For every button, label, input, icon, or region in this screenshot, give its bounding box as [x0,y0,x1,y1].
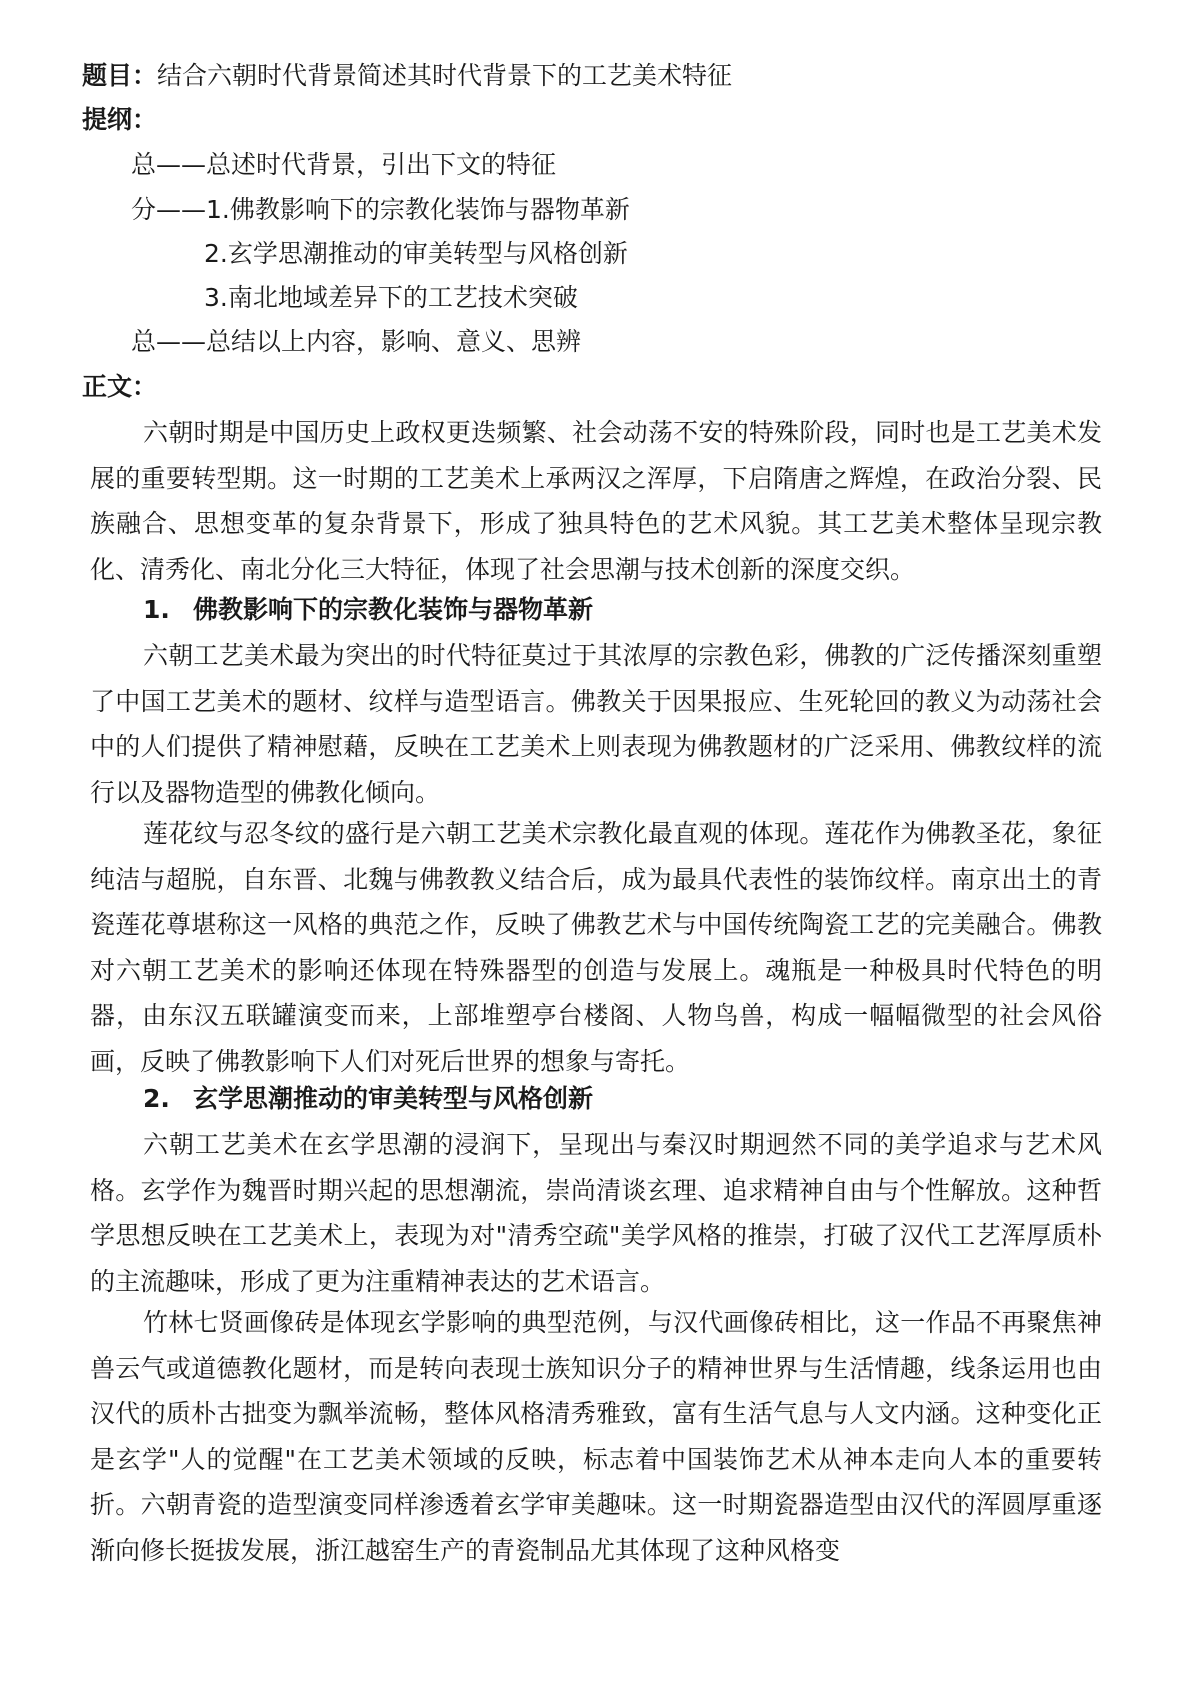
title-text: 结合六朝时代背景简述其时代背景下的工艺美术特征 [157,61,733,90]
section-title: 玄学思潮推动的审美转型与风格创新 [193,1084,594,1113]
intro-paragraph: 六朝时期是中国历史上政权更迭频繁、社会动荡不安的特殊阶段，同时也是工艺美术发展的重要转型期。这一时期的工艺美术上承两汉之浑厚，下启隋唐之辉煌，在政治分裂、民族融合、思想变革的复杂背景下，形成了独具特色的艺术风貌。其工艺美术整体呈现宗教化、清秀化、南北分化三大特征，体现了社会思潮与技术创新的深度交织。 [90,418,1102,584]
outline-label: 提纲： [82,105,158,134]
section2-paragraph-2: 竹林七贤画像砖是体现玄学影响的典型范例，与汉代画像砖相比，这一作品不再聚焦神兽云气或道德教化题材，而是转向表现士族知识分子的精神世界与生活情趣，线条运用也由汉代的质朴古拙变为飘举流畅，整体风格清秀雅致，富有生活气息与人文内涵。这种变化正是玄学"人的觉醒"在工艺美术领域的反映，标志着中国装饰艺术从神本走向人本的重要转折。六朝青瓷的造型演变同样渗透着玄学审美趣味。这一时期瓷器造型由汉代的浑圆厚重逐渐向修长挺拔发展，浙江越窑生产的青瓷制品尤其体现了这种风格变 [90,1308,1102,1565]
body-label: 正文： [82,372,158,401]
section1-paragraph-1: 六朝工艺美术最为突出的时代特征莫过于其浓厚的宗教色彩，佛教的广泛传播深刻重塑了中国工艺美术的题材、纹样与造型语言。佛教关于因果报应、生死轮回的教义为动荡社会中的人们提供了精神慰藉，反映在工艺美术上则表现为佛教题材的广泛采用、佛教纹样的流行以及器物造型的佛教化倾向。 [90,641,1102,807]
section-heading [143,1077,593,1121]
section-title: 佛教影响下的宗教化装饰与器物革新 [193,595,594,624]
title-line [82,54,732,98]
outline-item: 总——总述时代背景，引出下文的特征 [131,150,557,179]
outline-item: 2.玄学思潮推动的审美转型与风格创新 [204,239,628,268]
outline-item: 总——总结以上内容，影响、意义、思辨 [131,327,582,356]
section2-paragraph-1: 六朝工艺美术在玄学思潮的浸润下，呈现出与秦汉时期迥然不同的美学追求与艺术风格。玄学作为魏晋时期兴起的思想潮流，崇尚清谈玄理、追求精神自由与个性解放。这种哲学思想反映在工艺美术上，表现为对"清秀空疏"美学风格的推崇，打破了汉代工艺浑厚质朴的主流趣味，形成了更为注重精神表达的艺术语言。 [90,1130,1102,1296]
outline-item: 分——1.佛教影响下的宗教化装饰与器物革新 [131,195,630,224]
section-heading [143,588,593,632]
section-number: 2. [143,1084,170,1113]
outline-item: 3.南北地域差异下的工艺技术突破 [204,283,578,312]
title-label: 题目： [82,61,158,90]
section-number: 1. [143,595,170,624]
section1-paragraph-2: 莲花纹与忍冬纹的盛行是六朝工艺美术宗教化最直观的体现。莲花作为佛教圣花，象征纯洁与超脱，自东晋、北魏与佛教教义结合后，成为最具代表性的装饰纹样。南京出土的青瓷莲花尊堪称这一风格的典范之作，反映了佛教艺术与中国传统陶瓷工艺的完美融合。佛教对六朝工艺美术的影响还体现在特殊器型的创造与发展上。魂瓶是一种极具时代特色的明器，由东汉五联罐演变而来，上部堆塑亭台楼阁、人物鸟兽，构成一幅幅微型的社会风俗画，反映了佛教影响下人们对死后世界的想象与寄托。 [90,819,1102,1076]
